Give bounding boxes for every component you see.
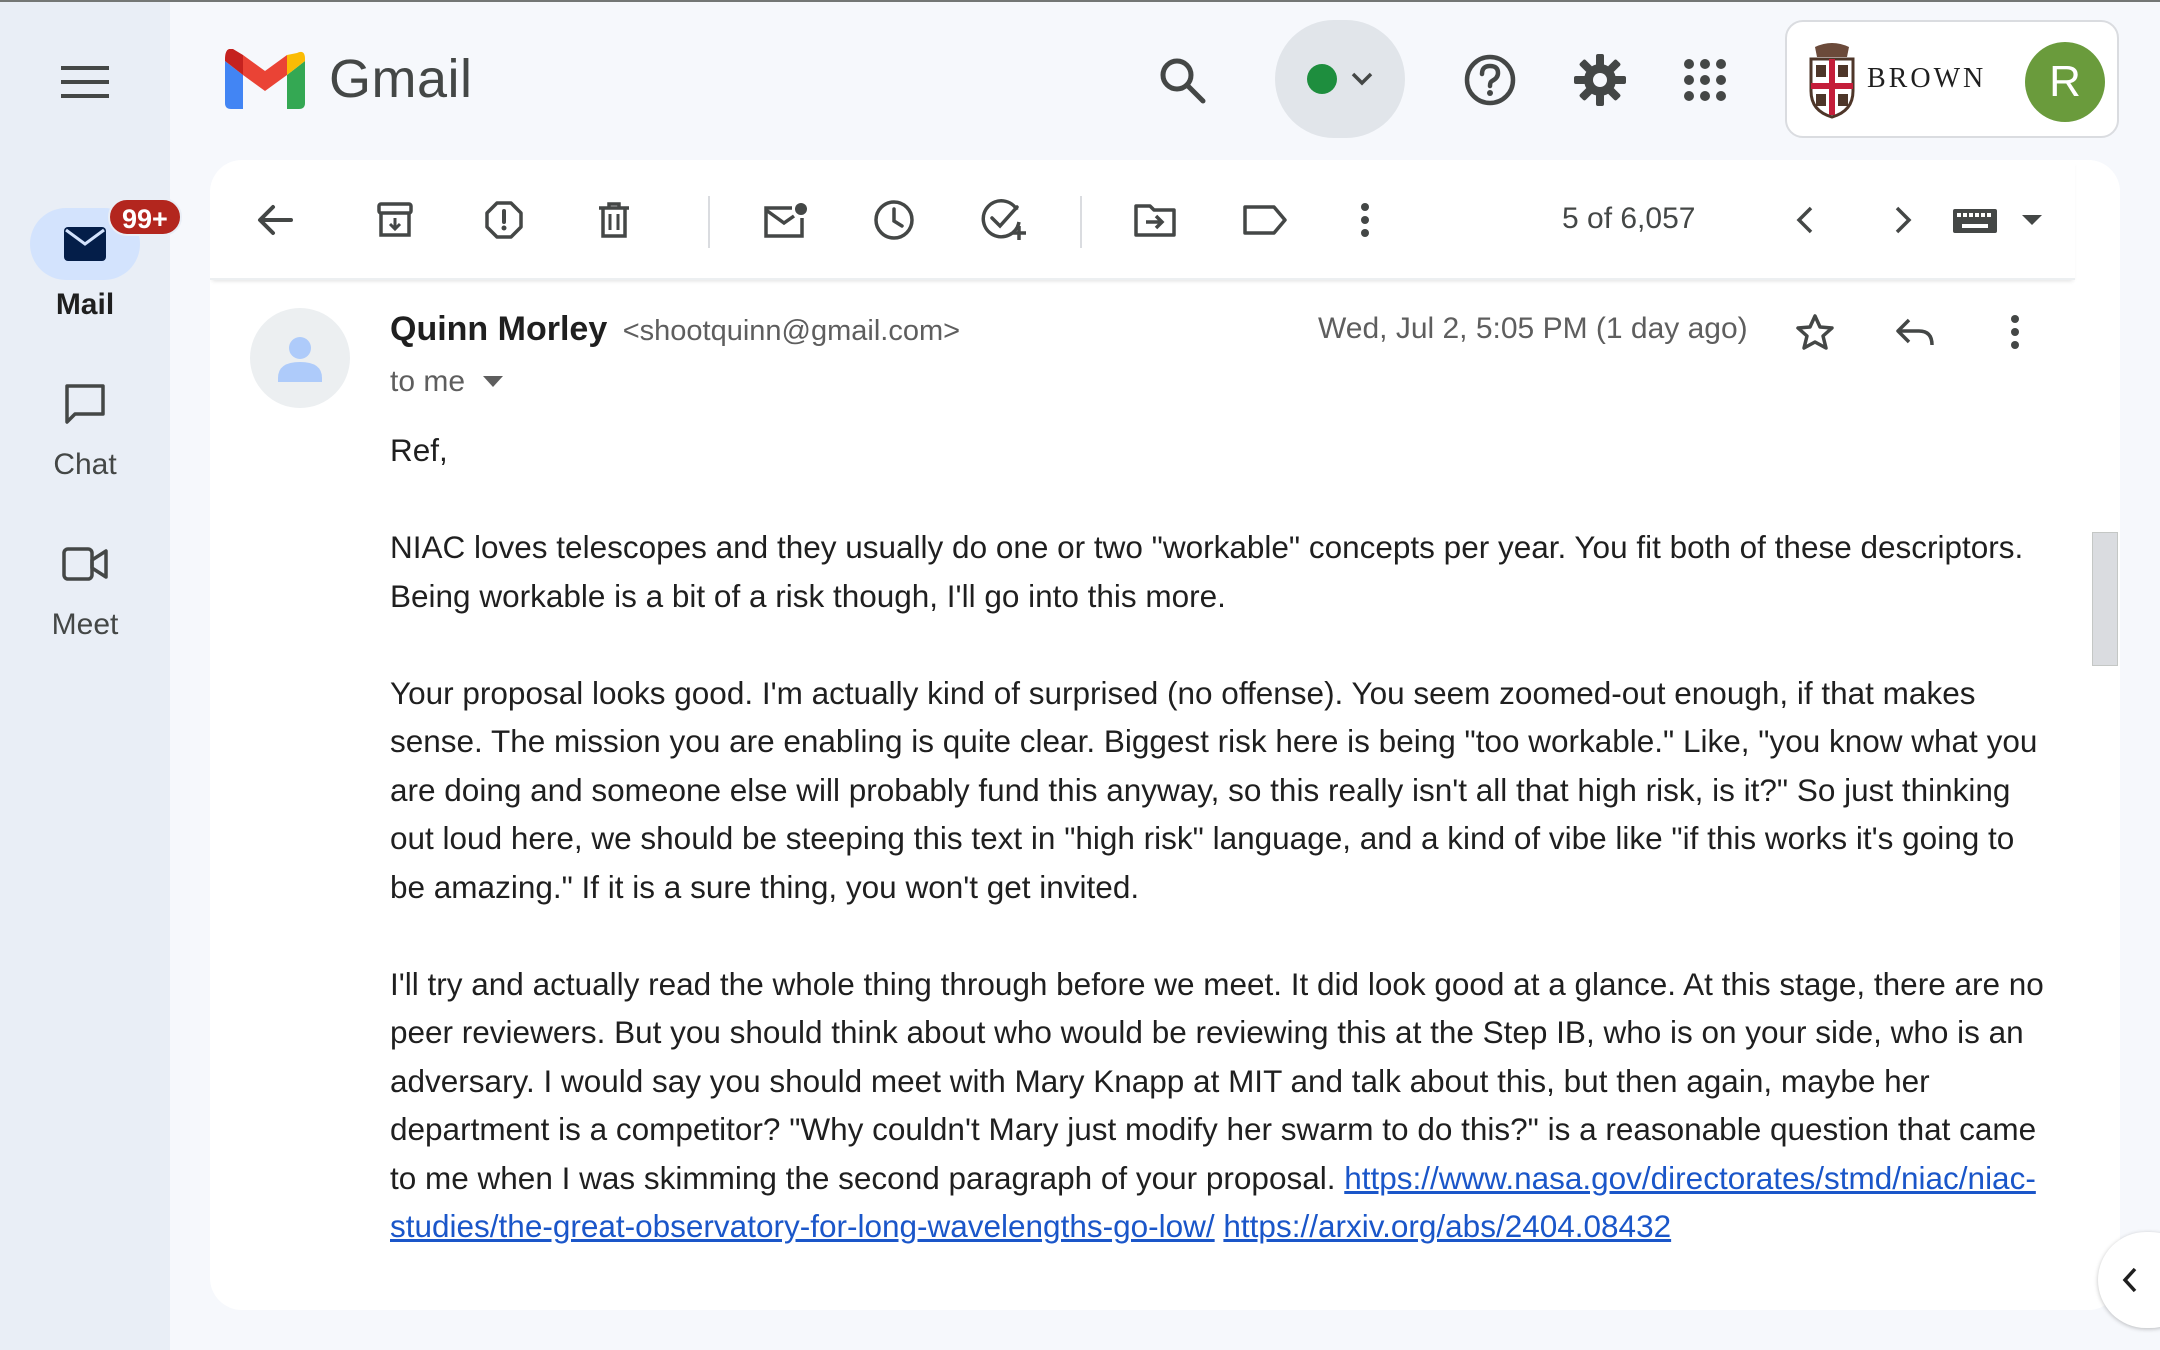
labels-button[interactable] — [1235, 190, 1295, 250]
rail-meet-pill — [30, 528, 140, 600]
rail-label-chat: Chat — [53, 448, 117, 481]
star-icon — [1795, 313, 1835, 351]
message-paragraph: Your proposal looks good. I'm actually kind of surprised (no offense). You seem zoomed-out enough, if that makes sense. The mission you are enabling is quite clear. Biggest risk here is being "too workable." Like, "you know what you are doing and someone else will probably fund this anyway, so this really isn't all that high risk, is it?" So just thinking out loud here, we should be steeping this text in "high risk" language, and a kind of vibe like "if this works it's going to be amazing." If it is a sure thing, you won't get invited. — [390, 674, 2038, 905]
archive-button[interactable] — [365, 190, 425, 250]
window-top-border — [0, 0, 2160, 2]
active-status-dot — [1307, 64, 1337, 94]
brown-university-seal-icon — [1807, 39, 1857, 119]
main-menu-button[interactable] — [50, 54, 120, 110]
newer-button[interactable] — [1775, 190, 1835, 250]
arxiv-link[interactable]: https://arxiv.org/abs/2404.08432 — [1223, 1208, 1672, 1244]
gear-icon — [1573, 53, 1627, 107]
caret-down-icon — [483, 376, 503, 388]
message-panel — [210, 160, 2120, 1310]
sender-name[interactable]: Quinn Morley — [390, 310, 608, 348]
reply-button[interactable] — [1885, 302, 1945, 362]
video-camera-icon — [62, 546, 108, 582]
google-apps-button[interactable] — [1675, 50, 1735, 110]
chevron-left-icon — [1795, 205, 1815, 235]
rail-item-chat[interactable] — [0, 368, 170, 482]
more-vert-icon — [2009, 314, 2021, 350]
status-selector[interactable] — [1275, 20, 1405, 138]
snooze-button[interactable] — [864, 190, 924, 250]
rail-label-mail: Mail — [55, 288, 115, 321]
search-button[interactable] — [1152, 50, 1212, 110]
scrollbar-thumb[interactable] — [2092, 532, 2118, 666]
keyboard-icon — [1952, 205, 2048, 235]
label-icon — [1242, 204, 1288, 236]
rail-item-meet[interactable] — [0, 528, 170, 642]
gmail-wordmark: Gmail — [329, 49, 473, 109]
help-icon — [1463, 53, 1517, 107]
trash-icon — [597, 201, 631, 239]
search-icon — [1158, 56, 1206, 104]
report-spam-button[interactable] — [474, 190, 534, 250]
message-paragraph-with-links — [390, 960, 2050, 1251]
archive-icon — [376, 201, 414, 239]
sender-info — [390, 310, 960, 349]
rail-item-mail[interactable] — [0, 204, 170, 322]
mark-unread-icon — [762, 202, 808, 238]
back-button[interactable] — [245, 190, 305, 250]
gmail-logo[interactable] — [225, 48, 473, 110]
rail-chat-pill — [30, 368, 140, 440]
back-arrow-icon — [257, 204, 293, 236]
message-paragraph: I'll try and actually read the whole thing through before we meet. It did look good at a glance. At this stage, there are no peer reviewers. But you should think about who would be reviewing this at the Step IB, who is on your side, who is an adversary. I would say you should meet with Mary Knapp at MIT and talk about this, but then again, maybe her department is a competitor? "Why couldn't Mary just modify her swarm to do this?" is a reasonable question that came to me when I was skimming the second paragraph of your proposal. — [390, 965, 2044, 1196]
chevron-down-icon — [1351, 72, 1373, 86]
add-to-tasks-button[interactable] — [974, 190, 1034, 250]
mark-unread-button[interactable] — [755, 190, 815, 250]
sender-avatar[interactable] — [250, 308, 350, 408]
more-actions-button[interactable] — [1335, 190, 1395, 250]
apps-grid-icon — [1683, 58, 1727, 102]
toolbar-divider — [708, 196, 710, 248]
move-to-button[interactable] — [1125, 190, 1185, 250]
nasa-link[interactable]: https://www.nasa.gov/directorates/stmd/niac/niac-studies/the-great-observatory-for-long-wavelengths-go-low/ — [390, 1159, 2036, 1244]
unread-count-badge: 99+ — [108, 198, 182, 236]
scrollbar-track[interactable] — [2090, 160, 2120, 1310]
message-date: Wed, Jul 2, 5:05 PM (1 day ago) — [1318, 312, 1748, 345]
add-task-icon — [981, 198, 1027, 242]
message-greeting: Ref, — [390, 432, 448, 468]
default-person-icon — [278, 334, 322, 382]
recipient-details-toggle[interactable] — [390, 365, 503, 399]
message-pager: 5 of 6,057 — [1562, 202, 1696, 235]
hamburger-menu-icon — [61, 64, 109, 100]
reply-icon — [1895, 316, 1935, 348]
rail-mail-pill — [30, 204, 168, 280]
settings-button[interactable] — [1570, 50, 1630, 110]
recipient-label: to me — [390, 365, 466, 398]
message-toolbar — [210, 160, 2075, 280]
gmail-m-icon — [225, 49, 305, 109]
clock-icon — [873, 199, 915, 241]
mail-icon — [63, 226, 107, 262]
report-spam-icon — [484, 200, 524, 240]
message-paragraph: NIAC loves telescopes and they usually do one or two "workable" concepts per year. You fit both of these descriptors. Being workable is a bit of a risk though, I'll go into this more. — [390, 529, 2024, 614]
sender-email: <shootquinn@gmail.com> — [622, 315, 961, 347]
move-to-folder-icon — [1133, 202, 1177, 238]
message-more-button[interactable] — [1985, 302, 2045, 362]
toolbar-divider — [1080, 196, 1082, 248]
chevron-left-icon — [2122, 1267, 2138, 1293]
chat-icon — [63, 382, 107, 426]
user-avatar[interactable]: R — [2025, 42, 2105, 122]
delete-button[interactable] — [584, 190, 644, 250]
input-tools-button[interactable] — [1945, 190, 2055, 250]
navigation-rail — [0, 2, 170, 1350]
rail-label-meet: Meet — [51, 608, 119, 641]
older-button[interactable] — [1873, 190, 1933, 250]
message-body — [390, 426, 2050, 1299]
chevron-right-icon — [1893, 205, 1913, 235]
organization-name: BROWN — [1867, 63, 1987, 94]
help-button[interactable] — [1460, 50, 1520, 110]
more-vert-icon — [1359, 202, 1371, 238]
star-button[interactable] — [1785, 302, 1845, 362]
account-switcher[interactable] — [1785, 20, 2119, 138]
